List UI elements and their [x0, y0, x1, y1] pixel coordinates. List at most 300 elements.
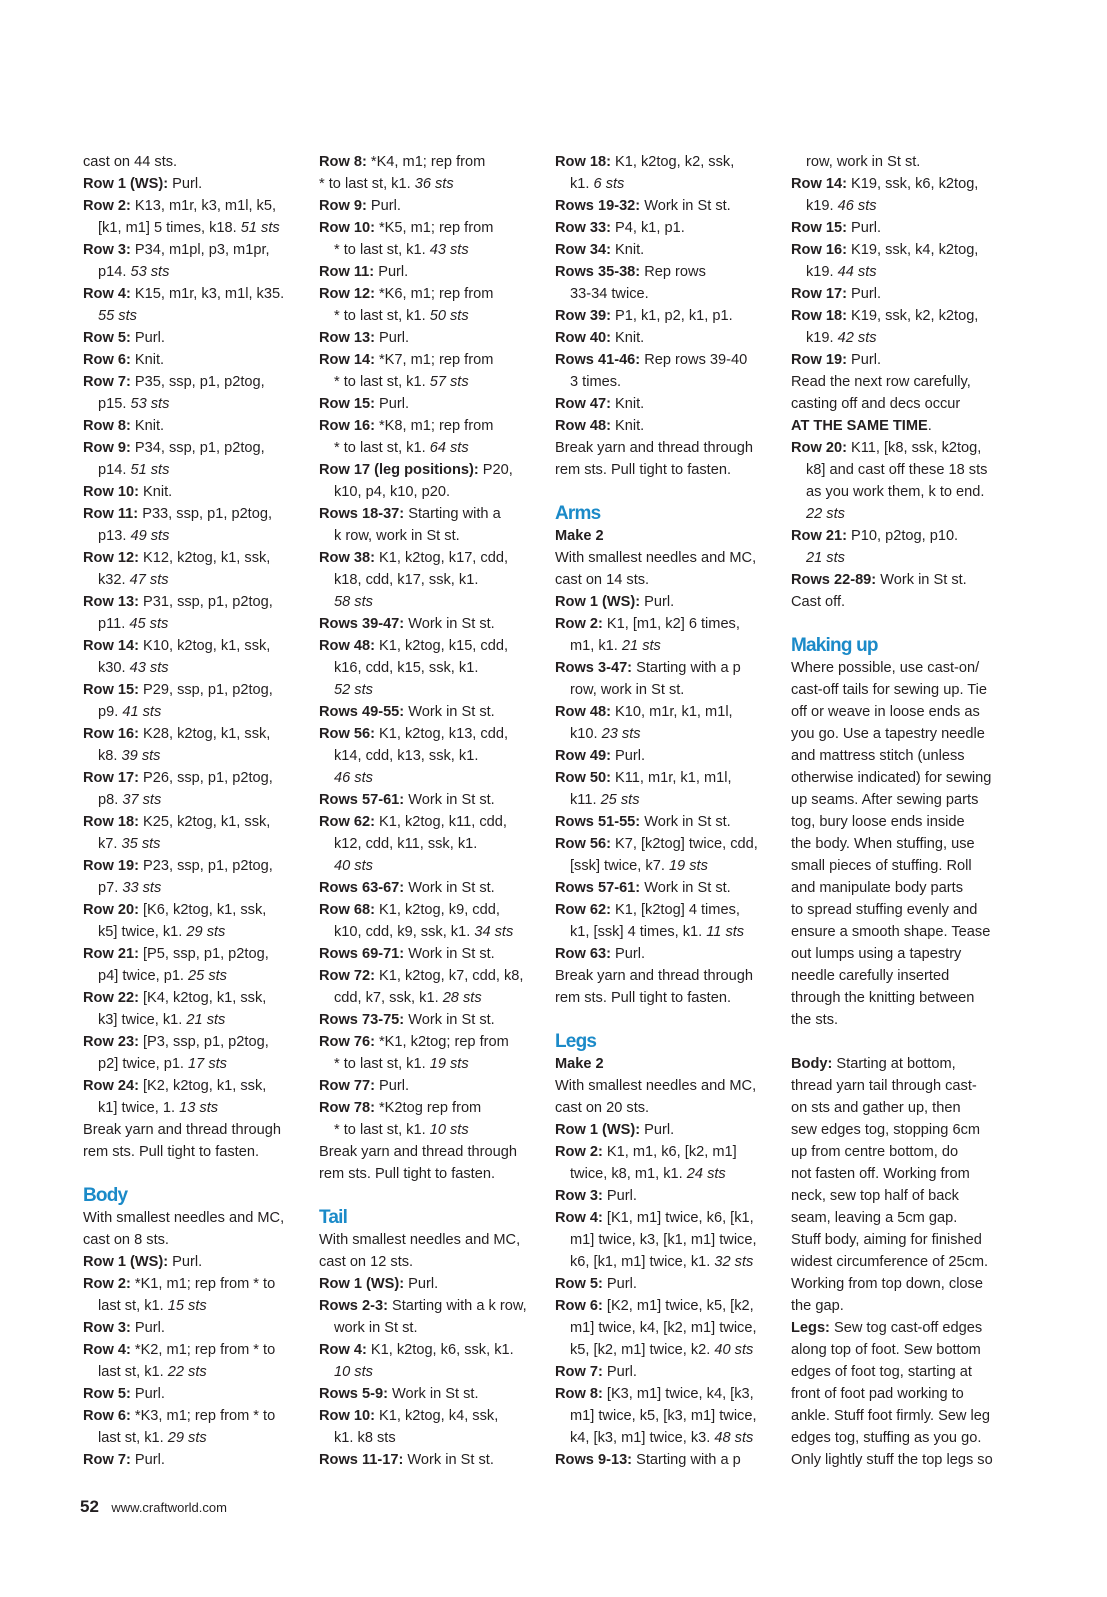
row-label: Row 49:: [555, 748, 611, 764]
line-text: Stuff body, aiming for finished: [791, 1232, 982, 1248]
line-text: Purl.: [374, 330, 410, 346]
pattern-line: [791, 855, 1013, 877]
pattern-line: [319, 525, 541, 547]
pattern-line: [791, 745, 1013, 767]
stitch-count: 50 sts: [429, 308, 469, 324]
line-text: rem sts. Pull tight to fasten.: [555, 990, 732, 1006]
row-label: Row 5:: [83, 1386, 131, 1402]
line-text: k1, [ssk] 4 times, k1.: [570, 924, 707, 940]
line-text: [P3, ssp, p1, p2tog,: [138, 1034, 269, 1050]
pattern-line: [319, 789, 541, 811]
stitch-count: 47 sts: [129, 572, 169, 588]
row-label: Row 18:: [555, 154, 611, 170]
row-label: Row 7:: [83, 1452, 131, 1468]
line-text: and mattress stitch (unless: [791, 748, 965, 764]
pattern-line: [791, 1185, 1013, 1207]
stitch-count: 48 sts: [714, 1430, 754, 1446]
pattern-line: [319, 1031, 541, 1053]
line-text: K1, m1, k6, [k2, m1]: [602, 1144, 737, 1160]
row-label: Row 47:: [555, 396, 611, 412]
pattern-line: [319, 855, 541, 877]
line-text: Where possible, use cast-on/: [791, 660, 980, 676]
line-text: k row, work in St st.: [334, 528, 460, 544]
row-label: Row 8:: [555, 1386, 603, 1402]
line-text: otherwise indicated) for sewing: [791, 770, 992, 786]
pattern-line: [791, 415, 1013, 437]
line-text: rem sts. Pull tight to fasten.: [319, 1166, 496, 1182]
pattern-line: [83, 1009, 305, 1031]
line-text: cast on 20 sts.: [555, 1100, 650, 1116]
pattern-line: [555, 855, 777, 877]
row-label: Row 15:: [319, 396, 375, 412]
row-label: Row 6:: [83, 352, 131, 368]
line-text: Work in St st.: [387, 1386, 479, 1402]
line-text: Break yarn and thread through: [555, 968, 753, 984]
line-text: rem sts. Pull tight to fasten.: [83, 1144, 260, 1160]
line-text: Break yarn and thread through: [319, 1144, 517, 1160]
row-label: Row 12:: [319, 286, 375, 302]
line-text: K1, [k2tog] 4 times,: [610, 902, 740, 918]
stitch-count: 34 sts: [474, 924, 514, 940]
line-text: Work in St st.: [876, 572, 967, 588]
pattern-line: [319, 151, 541, 173]
line-text: Rep rows: [640, 264, 706, 280]
line-text: K10, m1r, k1, m1l,: [610, 704, 733, 720]
line-text: k5] twice, k1.: [98, 924, 187, 940]
stitch-count: 11 sts: [706, 924, 745, 940]
pattern-line: [791, 569, 1013, 591]
line-text: P31, ssp, p1, p2tog,: [138, 594, 273, 610]
line-text: Sew tog cast-off edges: [829, 1320, 983, 1336]
stitch-count: 22 sts: [167, 1364, 207, 1380]
line-text: With smallest needles and MC,: [555, 550, 757, 566]
pattern-line: [83, 1273, 305, 1295]
pattern-line: [319, 305, 541, 327]
pattern-line: [791, 217, 1013, 239]
pattern-line: [83, 1207, 305, 1229]
line-text: K1, k2tog, k17, cdd,: [374, 550, 508, 566]
row-label: Row 62:: [555, 902, 611, 918]
row-label: Row 11:: [319, 264, 375, 280]
line-text: [K6, k2tog, k1, ssk,: [138, 902, 267, 918]
line-text: m1] twice, k4, [k2, m1] twice,: [570, 1320, 757, 1336]
row-label: Row 48:: [555, 704, 611, 720]
row-label: Make 2: [555, 528, 604, 544]
stitch-count: 43 sts: [429, 242, 469, 258]
pattern-line: [319, 1251, 541, 1273]
row-label: Row 24:: [83, 1078, 139, 1094]
pattern-line: [83, 855, 305, 877]
pattern-line: [319, 437, 541, 459]
line-text: Purl.: [366, 198, 401, 214]
pattern-line: [319, 877, 541, 899]
pattern-line: [791, 1119, 1013, 1141]
line-text: K1, [m1, k2] 6 times,: [602, 616, 740, 632]
row-label: Row 62:: [319, 814, 375, 830]
pattern-line: [555, 173, 777, 195]
row-label: Row 17:: [791, 286, 847, 302]
pattern-line: [83, 459, 305, 481]
pattern-line: [555, 701, 777, 723]
pattern-line: [791, 1405, 1013, 1427]
pattern-line: [83, 503, 305, 525]
pattern-line: [791, 547, 1013, 569]
row-label: Row 68:: [319, 902, 375, 918]
pattern-line: [83, 547, 305, 569]
pattern-line: [791, 723, 1013, 745]
pattern-line: [83, 965, 305, 987]
line-text: k12, cdd, k11, ssk, k1.: [334, 836, 478, 852]
pattern-line: [319, 811, 541, 833]
line-text: k19.: [806, 264, 838, 280]
line-text: K1, k2tog, k2, ssk,: [610, 154, 735, 170]
stitch-count: 39 sts: [121, 748, 161, 764]
pattern-line: [83, 481, 305, 503]
row-label: Row 50:: [555, 770, 611, 786]
row-label: Rows 69-71:: [319, 946, 405, 962]
row-label: Row 21:: [83, 946, 139, 962]
pattern-line: [555, 877, 777, 899]
stitch-count: 28 sts: [442, 990, 482, 1006]
pattern-line: [555, 767, 777, 789]
stitch-count: 45 sts: [129, 616, 169, 632]
line-text: Work in St st.: [640, 880, 731, 896]
row-label: Row 16:: [83, 726, 139, 742]
pattern-line: [555, 151, 777, 173]
row-label: Row 16:: [791, 242, 847, 258]
pattern-line: [83, 1097, 305, 1119]
page-number: 52: [80, 1497, 99, 1516]
row-label: Make 2: [555, 1056, 604, 1072]
pattern-line: [555, 1405, 777, 1427]
line-text: K19, ssk, k2, k2tog,: [846, 308, 979, 324]
pattern-line: [791, 1383, 1013, 1405]
stitch-count: 22 sts: [806, 506, 845, 522]
pattern-line: [791, 437, 1013, 459]
pattern-line: [83, 1119, 305, 1141]
line-text: through the knitting between: [791, 990, 975, 1006]
pattern-line: [83, 1141, 305, 1163]
line-text: cast on 8 sts.: [83, 1232, 169, 1248]
pattern-line: [83, 811, 305, 833]
pattern-line: [555, 811, 777, 833]
line-text: With smallest needles and MC,: [555, 1078, 757, 1094]
line-text: as you work them, k to end.: [806, 484, 985, 500]
line-text: p2] twice, p1.: [98, 1056, 189, 1072]
line-text: Purl.: [168, 1254, 203, 1270]
page-footer: [80, 1497, 227, 1517]
row-label: Row 2:: [555, 616, 603, 632]
line-text: P4, k1, p1.: [610, 220, 685, 236]
pattern-line: [555, 1185, 777, 1207]
line-text: Purl.: [610, 946, 646, 962]
pattern-line: [319, 261, 541, 283]
row-label: Rows 22-89:: [791, 572, 877, 588]
pattern-line: [319, 591, 541, 613]
pattern-line: [555, 261, 777, 283]
line-text: Starting with a: [404, 506, 501, 522]
row-label: Row 2:: [83, 198, 131, 214]
pattern-line: [791, 1075, 1013, 1097]
line-text: k1] twice, 1.: [98, 1100, 180, 1116]
stitch-count: 49 sts: [130, 528, 170, 544]
stitch-count: 33 sts: [122, 880, 162, 896]
row-label: Rows 41-46:: [555, 352, 641, 368]
pattern-line: [319, 1361, 541, 1383]
pattern-line: [555, 1361, 777, 1383]
pattern-line: [83, 877, 305, 899]
pattern-line: [791, 173, 1013, 195]
line-text: K28, k2tog, k1, ssk,: [138, 726, 271, 742]
row-label: Row 39:: [555, 308, 611, 324]
line-text: k3] twice, k1.: [98, 1012, 187, 1028]
pattern-line: [791, 349, 1013, 371]
stitch-count: 51 sts: [240, 220, 280, 236]
line-text: Purl.: [846, 220, 882, 236]
section-heading: Making up: [791, 635, 878, 656]
line-text: off or weave in loose ends as: [791, 704, 980, 720]
line-text: Starting with a p: [632, 660, 741, 676]
stitch-count: 17 sts: [188, 1056, 227, 1072]
line-text: cdd, k7, ssk, k1.: [334, 990, 443, 1006]
line-text: Cast off.: [791, 594, 846, 610]
row-label: Rows 18-37:: [319, 506, 405, 522]
row-label: Row 3:: [83, 242, 131, 258]
line-text: 3 times.: [570, 374, 622, 390]
pattern-line: [319, 1317, 541, 1339]
pattern-line: [319, 1405, 541, 1427]
pattern-line: [791, 591, 1013, 613]
line-text: k18, cdd, k17, ssk, k1.: [334, 572, 479, 588]
line-text: * to last st, k1.: [319, 176, 415, 192]
pattern-line: [319, 987, 541, 1009]
pattern-line: [319, 349, 541, 371]
row-label: Row 56:: [319, 726, 375, 742]
line-text: Work in St st.: [404, 946, 495, 962]
line-text: K1, k2tog, k6, ssk, k1.: [366, 1342, 514, 1358]
pattern-line: [555, 679, 777, 701]
line-text: With smallest needles and MC,: [83, 1210, 285, 1226]
stitch-count: 46 sts: [334, 770, 373, 786]
line-text: *K1, m1; rep from * to: [130, 1276, 276, 1292]
row-label: Row 1 (WS):: [83, 176, 169, 192]
line-text: and manipulate body parts: [791, 880, 963, 896]
line-text: twice, k8, m1, k1.: [570, 1166, 687, 1182]
line-text: Purl.: [610, 748, 646, 764]
pattern-line: [83, 349, 305, 371]
pattern-line: [555, 437, 777, 459]
pattern-line: [83, 723, 305, 745]
stitch-count: 40 sts: [334, 858, 373, 874]
line-text: * to last st, k1.: [334, 242, 430, 258]
row-label: Row 10:: [83, 484, 139, 500]
row-label: Row 6:: [83, 1408, 131, 1424]
stitch-count: 53 sts: [130, 264, 170, 280]
line-text: casting off and decs occur: [791, 396, 961, 412]
row-label: Rows 49-55:: [319, 704, 405, 720]
line-text: * to last st, k1.: [334, 1122, 430, 1138]
pattern-line: [319, 1141, 541, 1163]
row-label: Row 18:: [83, 814, 139, 830]
row-label: Row 6:: [555, 1298, 603, 1314]
line-text: k11.: [570, 792, 601, 808]
pattern-line: [83, 327, 305, 349]
pattern-line: [319, 1163, 541, 1185]
row-label: Rows 2-3:: [319, 1298, 388, 1314]
row-label: Row 3:: [555, 1188, 603, 1204]
stitch-count: 29 sts: [167, 1430, 207, 1446]
pattern-line: [319, 283, 541, 305]
pattern-line: [555, 1097, 777, 1119]
stitch-count: 41 sts: [122, 704, 162, 720]
stitch-count: 40 sts: [714, 1342, 754, 1358]
section-heading: Arms: [555, 503, 601, 524]
pattern-line: [319, 1449, 541, 1471]
pattern-line: [791, 1339, 1013, 1361]
line-text: k4, [k3, m1] twice, k3.: [570, 1430, 715, 1446]
row-label: Rows 63-67:: [319, 880, 405, 896]
line-text: ankle. Stuff foot firmly. Sew leg: [791, 1408, 990, 1424]
pattern-line: [319, 393, 541, 415]
pattern-line: [791, 657, 1013, 679]
line-text: m1] twice, k3, [k1, m1] twice,: [570, 1232, 757, 1248]
line-text: Working from top down, close: [791, 1276, 983, 1292]
pattern-line: [319, 1383, 541, 1405]
pattern-line: [83, 415, 305, 437]
row-label: Row 12:: [83, 550, 139, 566]
pattern-line: [555, 745, 777, 767]
pattern-line: [319, 613, 541, 635]
line-text: p7.: [98, 880, 123, 896]
stitch-count: 37 sts: [122, 792, 162, 808]
line-text: K7, [k2tog] twice, cdd,: [610, 836, 758, 852]
row-label: Row 7:: [555, 1364, 603, 1380]
pattern-line: [83, 393, 305, 415]
pattern-line: [555, 635, 777, 657]
row-label: Rows 39-47:: [319, 616, 405, 632]
line-text: Purl.: [374, 264, 409, 280]
pattern-line: [83, 371, 305, 393]
row-label: Row 13:: [319, 330, 375, 346]
pattern-line: [83, 525, 305, 547]
line-text: Starting at bottom,: [832, 1056, 956, 1072]
pattern-line: [555, 1339, 777, 1361]
pattern-line: [791, 921, 1013, 943]
pattern-line: [791, 393, 1013, 415]
line-text: K15, m1r, k3, m1l, k35.: [130, 286, 285, 302]
pattern-line: [555, 195, 777, 217]
stitch-count: 21 sts: [806, 550, 845, 566]
row-label: Row 72:: [319, 968, 375, 984]
line-text: p13.: [98, 528, 131, 544]
pattern-line: [319, 1097, 541, 1119]
line-text: K19, ssk, k6, k2tog,: [846, 176, 979, 192]
row-label: Row 33:: [555, 220, 611, 236]
line-text: P1, k1, p2, k1, p1.: [610, 308, 733, 324]
pattern-line: [83, 987, 305, 1009]
line-text: K25, k2tog, k1, ssk,: [138, 814, 271, 830]
line-text: P26, ssp, p1, p2tog,: [138, 770, 273, 786]
pattern-line: [791, 1141, 1013, 1163]
line-text: last st, k1.: [98, 1298, 168, 1314]
pattern-line: [555, 1119, 777, 1141]
line-text: the body. When stuffing, use: [791, 836, 975, 852]
pattern-line: [319, 327, 541, 349]
line-text: out lumps using a tapestry: [791, 946, 962, 962]
row-label: Row 7:: [83, 374, 131, 390]
stitch-count: 52 sts: [334, 682, 373, 698]
pattern-line: [791, 1229, 1013, 1251]
line-text: P23, ssp, p1, p2tog,: [138, 858, 273, 874]
pattern-line: [83, 305, 305, 327]
paragraph-gap: [791, 1031, 1013, 1053]
section-heading: Body: [83, 1185, 128, 1206]
stitch-count: 57 sts: [429, 374, 469, 390]
stitch-count: 51 sts: [130, 462, 170, 478]
pattern-line: [791, 239, 1013, 261]
line-text: to spread stuffing evenly and: [791, 902, 978, 918]
row-label: Row 9:: [319, 198, 367, 214]
line-text: [K4, k2tog, k1, ssk,: [138, 990, 267, 1006]
pattern-line: [83, 789, 305, 811]
line-text: *K4, m1; rep from: [366, 154, 486, 170]
line-text: k30.: [98, 660, 130, 676]
stitch-count: 10 sts: [334, 1364, 373, 1380]
pattern-line: [791, 261, 1013, 283]
line-text: k19.: [806, 198, 838, 214]
row-label: Row 48:: [555, 418, 611, 434]
pattern-line: [319, 173, 541, 195]
pattern-line: [319, 1273, 541, 1295]
pattern-line: [319, 1427, 541, 1449]
pattern-line: [555, 1163, 777, 1185]
line-text: k10, cdd, k9, ssk, k1.: [334, 924, 475, 940]
row-label: Rows 11-17:: [319, 1452, 404, 1468]
pattern-line: [319, 415, 541, 437]
line-text: cast-off tails for sewing up. Tie: [791, 682, 988, 698]
line-text: Work in St st.: [404, 792, 495, 808]
row-label: Row 17:: [83, 770, 139, 786]
row-label: Row 63:: [555, 946, 611, 962]
line-text: k5, [k2, m1] twice, k2.: [570, 1342, 715, 1358]
pattern-line: [83, 195, 305, 217]
line-text: Purl.: [404, 1276, 439, 1292]
line-text: Purl.: [374, 396, 410, 412]
line-text: k6, [k1, m1] twice, k1.: [570, 1254, 715, 1270]
stitch-count: 58 sts: [334, 594, 373, 610]
pattern-line: [555, 943, 777, 965]
row-label: Row 13:: [83, 594, 139, 610]
line-text: k19.: [806, 330, 838, 346]
text-column-2: [319, 151, 541, 1471]
row-label: Row 4:: [555, 1210, 603, 1226]
line-text: Knit.: [138, 484, 173, 500]
pattern-line: [791, 151, 1013, 173]
row-label: Row 15:: [83, 682, 139, 698]
pattern-line: [555, 1383, 777, 1405]
stitch-count: 21 sts: [621, 638, 661, 654]
stitch-count: 24 sts: [686, 1166, 726, 1182]
pattern-line: [555, 1053, 777, 1075]
pattern-line: [791, 789, 1013, 811]
pattern-line: [319, 481, 541, 503]
line-text: k8] and cast off these 18 sts: [806, 462, 988, 478]
line-text: * to last st, k1.: [334, 1056, 430, 1072]
line-text: K13, m1r, k3, m1l, k5,: [130, 198, 277, 214]
pattern-line: [791, 811, 1013, 833]
line-text: k14, cdd, k13, ssk, k1.: [334, 748, 479, 764]
row-label: Rows 57-61:: [555, 880, 641, 896]
